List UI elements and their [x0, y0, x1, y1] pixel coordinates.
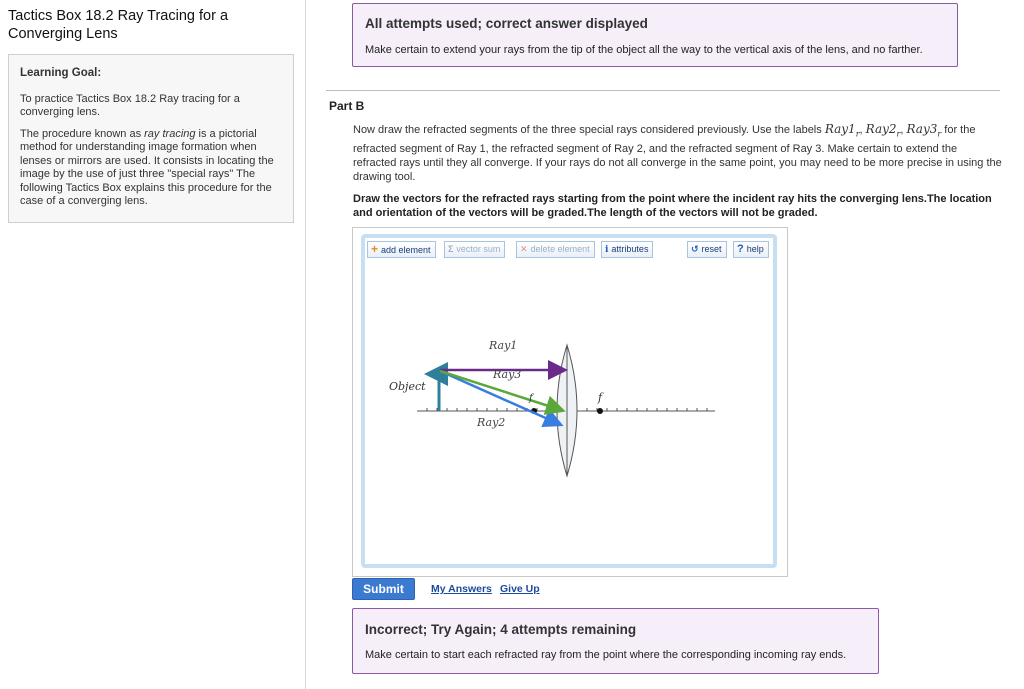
instruction-text: Now draw the refracted segments of the three special rays considered previously. Use the labels — [353, 124, 825, 136]
focal-label-left: f — [529, 393, 533, 404]
my-answers-link[interactable]: My Answers — [431, 583, 492, 595]
label-ray3r — [906, 122, 942, 139]
label-ray2-text: Ray2 — [865, 122, 897, 136]
drawing-tool-frame — [361, 234, 777, 568]
plus-icon: + — [371, 242, 379, 256]
part-divider — [326, 90, 1000, 91]
vector-sum-label: vector sum — [456, 244, 501, 254]
submit-button[interactable]: Submit — [352, 578, 415, 600]
reset-button[interactable] — [687, 241, 727, 258]
ray1-label: Ray1 — [489, 339, 518, 352]
help-button[interactable] — [733, 241, 769, 258]
focal-point-right — [597, 408, 603, 414]
help-icon: ? — [737, 243, 744, 255]
part-label: Part B — [329, 99, 365, 113]
label-ray3-text: Ray3 — [906, 122, 938, 136]
vector-sum-button[interactable] — [444, 241, 505, 258]
label-subscript: r — [855, 129, 860, 139]
learning-goal-heading: Learning Goal: — [20, 67, 102, 79]
drawing-canvas[interactable] — [365, 260, 773, 564]
ray3-label: Ray3 — [493, 368, 522, 381]
left-sidebar — [0, 0, 306, 689]
instruction-paragraph — [353, 122, 1003, 184]
reset-label: reset — [701, 244, 722, 254]
question-instructions — [353, 122, 1003, 221]
reset-icon: ↺ — [691, 244, 699, 254]
add-element-button[interactable] — [367, 241, 436, 258]
focal-label-right: f — [598, 391, 603, 404]
drawing-tool — [352, 227, 788, 577]
object-label: Object — [389, 380, 426, 393]
delete-element-label: delete element — [530, 244, 590, 254]
ray2-label: Ray2 — [477, 416, 506, 429]
label-ray1-text: Ray1 — [824, 122, 856, 136]
drawing-toolbar — [365, 238, 773, 260]
delete-element-button[interactable] — [516, 241, 595, 258]
separator: , — [859, 124, 866, 136]
feedback-title: All attempts used; correct answer displayed — [365, 16, 648, 31]
feedback-message: Make certain to extend your rays from the tip of the object all the way to the vertical axis of the lens, and no farther. — [365, 44, 923, 56]
label-ray2r — [865, 122, 901, 139]
feedback-message: Make certain to start each refracted ray from the point where the corresponding incoming ray ends. — [365, 649, 847, 661]
x-icon: ✕ — [520, 244, 528, 254]
feedback-title: Incorrect; Try Again; 4 attempts remaining — [365, 622, 637, 637]
description-italic-term: ray tracing — [144, 127, 196, 140]
learning-goal-text: To practice Tactics Box 18.2 Ray tracing for a converging lens. — [20, 92, 240, 118]
help-label: help — [746, 244, 764, 254]
add-element-label: add element — [381, 245, 431, 255]
instruction-text-rest: for the refracted segment of Ray 1, the refracted segment of Ray 2, and the refracted segment of Ray 3. Make certain to extend the refracted rays until they all converge. If your rays do not all converge in the same point, you may need to be more precise in using the drawing tool. — [353, 124, 1002, 183]
sigma-icon: Σ — [448, 244, 454, 254]
separator: , — [900, 124, 907, 136]
description-text: The procedure known as — [20, 127, 145, 140]
learning-goal-description — [20, 128, 282, 209]
attributes-label: attributes — [611, 244, 649, 254]
grading-instructions: Draw the vectors for the refracted rays starting from the point where the incident ray hits the converging lens.The location and orientation of the vectors will be graded.The length of the vectors will not be graded. — [353, 193, 992, 220]
feedback-box-answer-displayed — [352, 3, 958, 67]
label-subscript: r — [937, 129, 942, 139]
label-subscript: r — [896, 129, 901, 139]
page-title: Tactics Box 18.2 Ray Tracing for a Converging Lens — [8, 8, 229, 42]
attributes-button[interactable] — [601, 241, 653, 258]
give-up-link[interactable]: Give Up — [500, 583, 540, 595]
description-text-rest: is a pictorial method for understanding image formation when lenses or mirrors are used. It consists in locating the image by the use of just three "special rays" The following Tactics Box explains this procedure for the case of a converging lens. — [20, 127, 274, 207]
info-icon: i — [605, 245, 609, 255]
feedback-box-incorrect — [352, 608, 879, 674]
label-ray1r — [824, 122, 860, 139]
learning-goal-box — [8, 54, 294, 223]
